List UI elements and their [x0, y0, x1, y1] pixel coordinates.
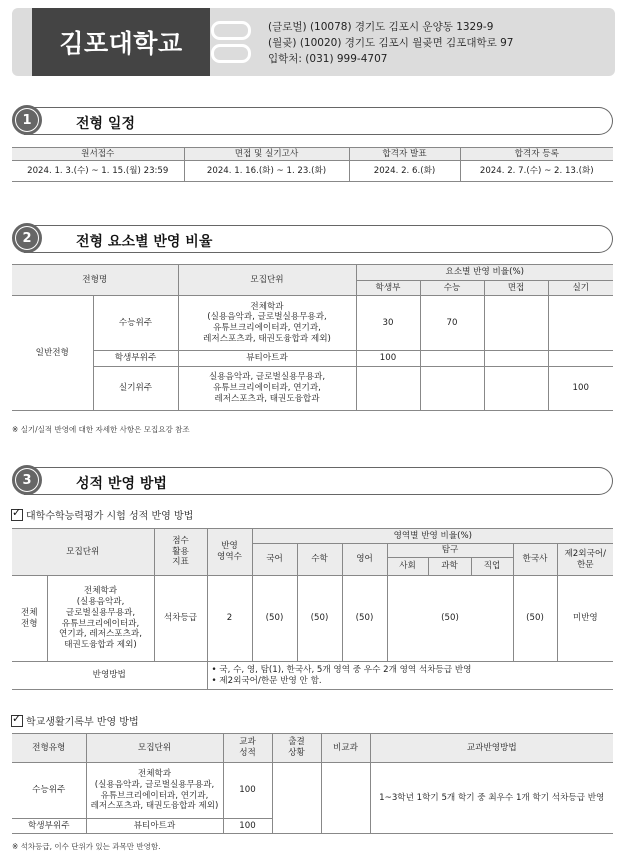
table-cell: 70 [420, 296, 484, 351]
col-header: 모집단위 [178, 265, 356, 296]
table-cell: 뷰티아트과 [178, 351, 356, 367]
section-number: 3 [16, 469, 38, 491]
table-cell: 학생부위주 [12, 819, 86, 834]
school-name: 김포대학교 [59, 29, 183, 58]
section-title: 전형 일정 [76, 116, 135, 132]
footnote: ※ 실기/실적 반영에 대한 자세한 사항은 모집요강 참조 [12, 425, 190, 434]
section-number-badge [12, 223, 42, 253]
col-header: 점수 활용 지표 [154, 529, 207, 576]
table-cell: 일반전형 [12, 296, 93, 411]
col-header: 교과반영방법 [370, 734, 613, 763]
table-cell: 2024. 1. 3.(수) ~ 1. 15.(월) 23:59 [12, 161, 184, 182]
section-number: 2 [16, 227, 38, 249]
col-header: 출결 상황 [272, 734, 321, 763]
table-cell [548, 296, 613, 351]
table-cell: 수능위주 [93, 296, 178, 351]
col-header: 사회 [387, 558, 428, 576]
section-number-badge [12, 465, 42, 495]
sat-table [12, 528, 613, 690]
table-cell: (50) [297, 576, 342, 662]
col-header: 모집단위 [86, 734, 223, 763]
table-cell: 학생부위주 [93, 351, 178, 367]
checkbox-icon [11, 509, 23, 521]
address-global: (글로벌) (10078) 경기도 김포시 운양동 1329-9 [268, 21, 494, 33]
col-header: 전형유형 [12, 734, 86, 763]
col-header: 학생부 [356, 281, 420, 296]
table-cell: (50) [342, 576, 387, 662]
col-header: 수학 [297, 544, 342, 576]
table-cell: 수능위주 [12, 763, 86, 819]
col-header: 면접 및 실기고사 [184, 148, 349, 161]
col-header: 탐구 [387, 544, 513, 558]
col-header: 영역별 반영 비율(%) [252, 529, 613, 544]
table-cell: 미반영 [557, 576, 613, 662]
table-cell: 100 [223, 763, 272, 819]
binder-ring-icon [211, 44, 251, 63]
table-cell: 전체학과 (실용음악과, 글로벌실용무용과, 유튜브크리에이터과, 연기과, 레저스포츠과, 태권도융합과 제외) [47, 576, 154, 662]
section-title: 전형 요소별 반영 비율 [76, 234, 213, 250]
table-cell: 전체학과 (실용음악과, 글로벌실용무용과, 유튜브크리에이터과, 연기과, 레저스포츠과, 태권도융합과 제외) [178, 296, 356, 351]
table-cell [272, 763, 321, 834]
table-cell: 2024. 2. 6.(화) [349, 161, 460, 182]
col-header: 면접 [484, 281, 548, 296]
col-header: 제2외국어/ 한문 [557, 544, 613, 576]
table-cell: (50) [387, 576, 513, 662]
table-cell [321, 763, 370, 834]
method-line: • 제2외국어/한문 반영 안 함. [211, 675, 322, 686]
col-header: 과학 [428, 558, 471, 576]
col-header: 수능 [420, 281, 484, 296]
method-line: • 국, 수, 영, 탐(1), 한국사, 5개 영역 중 우수 2개 영역 석차등급 반영 [211, 664, 472, 675]
method-cell [207, 662, 613, 690]
admission-phone: 입학처: (031) 999-4707 [268, 53, 388, 65]
col-header: 교과 성적 [223, 734, 272, 763]
table-cell: 2024. 2. 7.(수) ~ 2. 13.(화) [460, 161, 613, 182]
col-header: 전형명 [12, 265, 178, 296]
col-header: 비교과 [321, 734, 370, 763]
table-cell: 100 [223, 819, 272, 834]
table-cell: 100 [356, 351, 420, 367]
table-cell: 1~3학년 1학기 5개 학기 중 최우수 1개 학기 석차등급 반영 [370, 763, 613, 834]
table-cell: 실기위주 [93, 367, 178, 411]
table-cell: 석차등급 [154, 576, 207, 662]
footnote: ※ 석차등급, 이수 단위가 있는 과목만 반영함. [12, 842, 161, 851]
table-cell [356, 367, 420, 411]
col-header: 실기 [548, 281, 613, 296]
col-header: 합격자 발표 [349, 148, 460, 161]
table-cell: 2024. 1. 16.(화) ~ 1. 23.(화) [184, 161, 349, 182]
table-cell: 반영방법 [12, 662, 207, 690]
table-cell: 뷰티아트과 [86, 819, 223, 834]
table-cell [420, 367, 484, 411]
table-cell: 실용음악과, 글로벌실용무용과, 유튜브크리에이터과, 연기과, 레저스포츠과, 태권도융합과 [178, 367, 356, 411]
record-table [12, 733, 613, 834]
subsection-title [11, 507, 193, 522]
table-cell: 2 [207, 576, 252, 662]
table-cell: (50) [252, 576, 297, 662]
table-cell [484, 367, 548, 411]
col-header: 모집단위 [12, 529, 154, 576]
col-header: 국어 [252, 544, 297, 576]
col-header: 반영 영역수 [207, 529, 252, 576]
table-cell [420, 351, 484, 367]
table-cell: 100 [548, 367, 613, 411]
table-cell: (50) [513, 576, 557, 662]
col-header: 합격자 등록 [460, 148, 613, 161]
table-cell [484, 351, 548, 367]
section-number-badge [12, 105, 42, 135]
table-cell [548, 351, 613, 367]
col-header: 원서접수 [12, 148, 184, 161]
checkbox-icon [11, 715, 23, 727]
binder-ring-icon [211, 21, 251, 40]
col-header: 한국사 [513, 544, 557, 576]
address-wolgot: (월곶) (10020) 경기도 김포시 월곶면 김포대학로 97 [268, 37, 514, 49]
table-cell [484, 296, 548, 351]
table-cell: 전체 전형 [12, 576, 47, 662]
col-header: 직업 [471, 558, 513, 576]
table-cell: 전체학과 (실용음악과, 글로벌실용무용과, 유튜브크리에이터과, 연기과, 레저스포츠과, 태권도융합과 제외) [86, 763, 223, 819]
schedule-table [12, 147, 613, 182]
subsection-title [11, 713, 139, 728]
section-title: 성적 반영 방법 [76, 476, 167, 492]
table-cell: 30 [356, 296, 420, 351]
col-header: 영어 [342, 544, 387, 576]
section-number: 1 [16, 109, 38, 131]
ratio-table [12, 264, 613, 411]
col-header: 요소별 반영 비율(%) [356, 265, 613, 281]
subsection-title-text: 학교생활기록부 반영 방법 [26, 717, 139, 728]
subsection-title-text: 대학수학능력평가 시험 성적 반영 방법 [26, 511, 194, 522]
